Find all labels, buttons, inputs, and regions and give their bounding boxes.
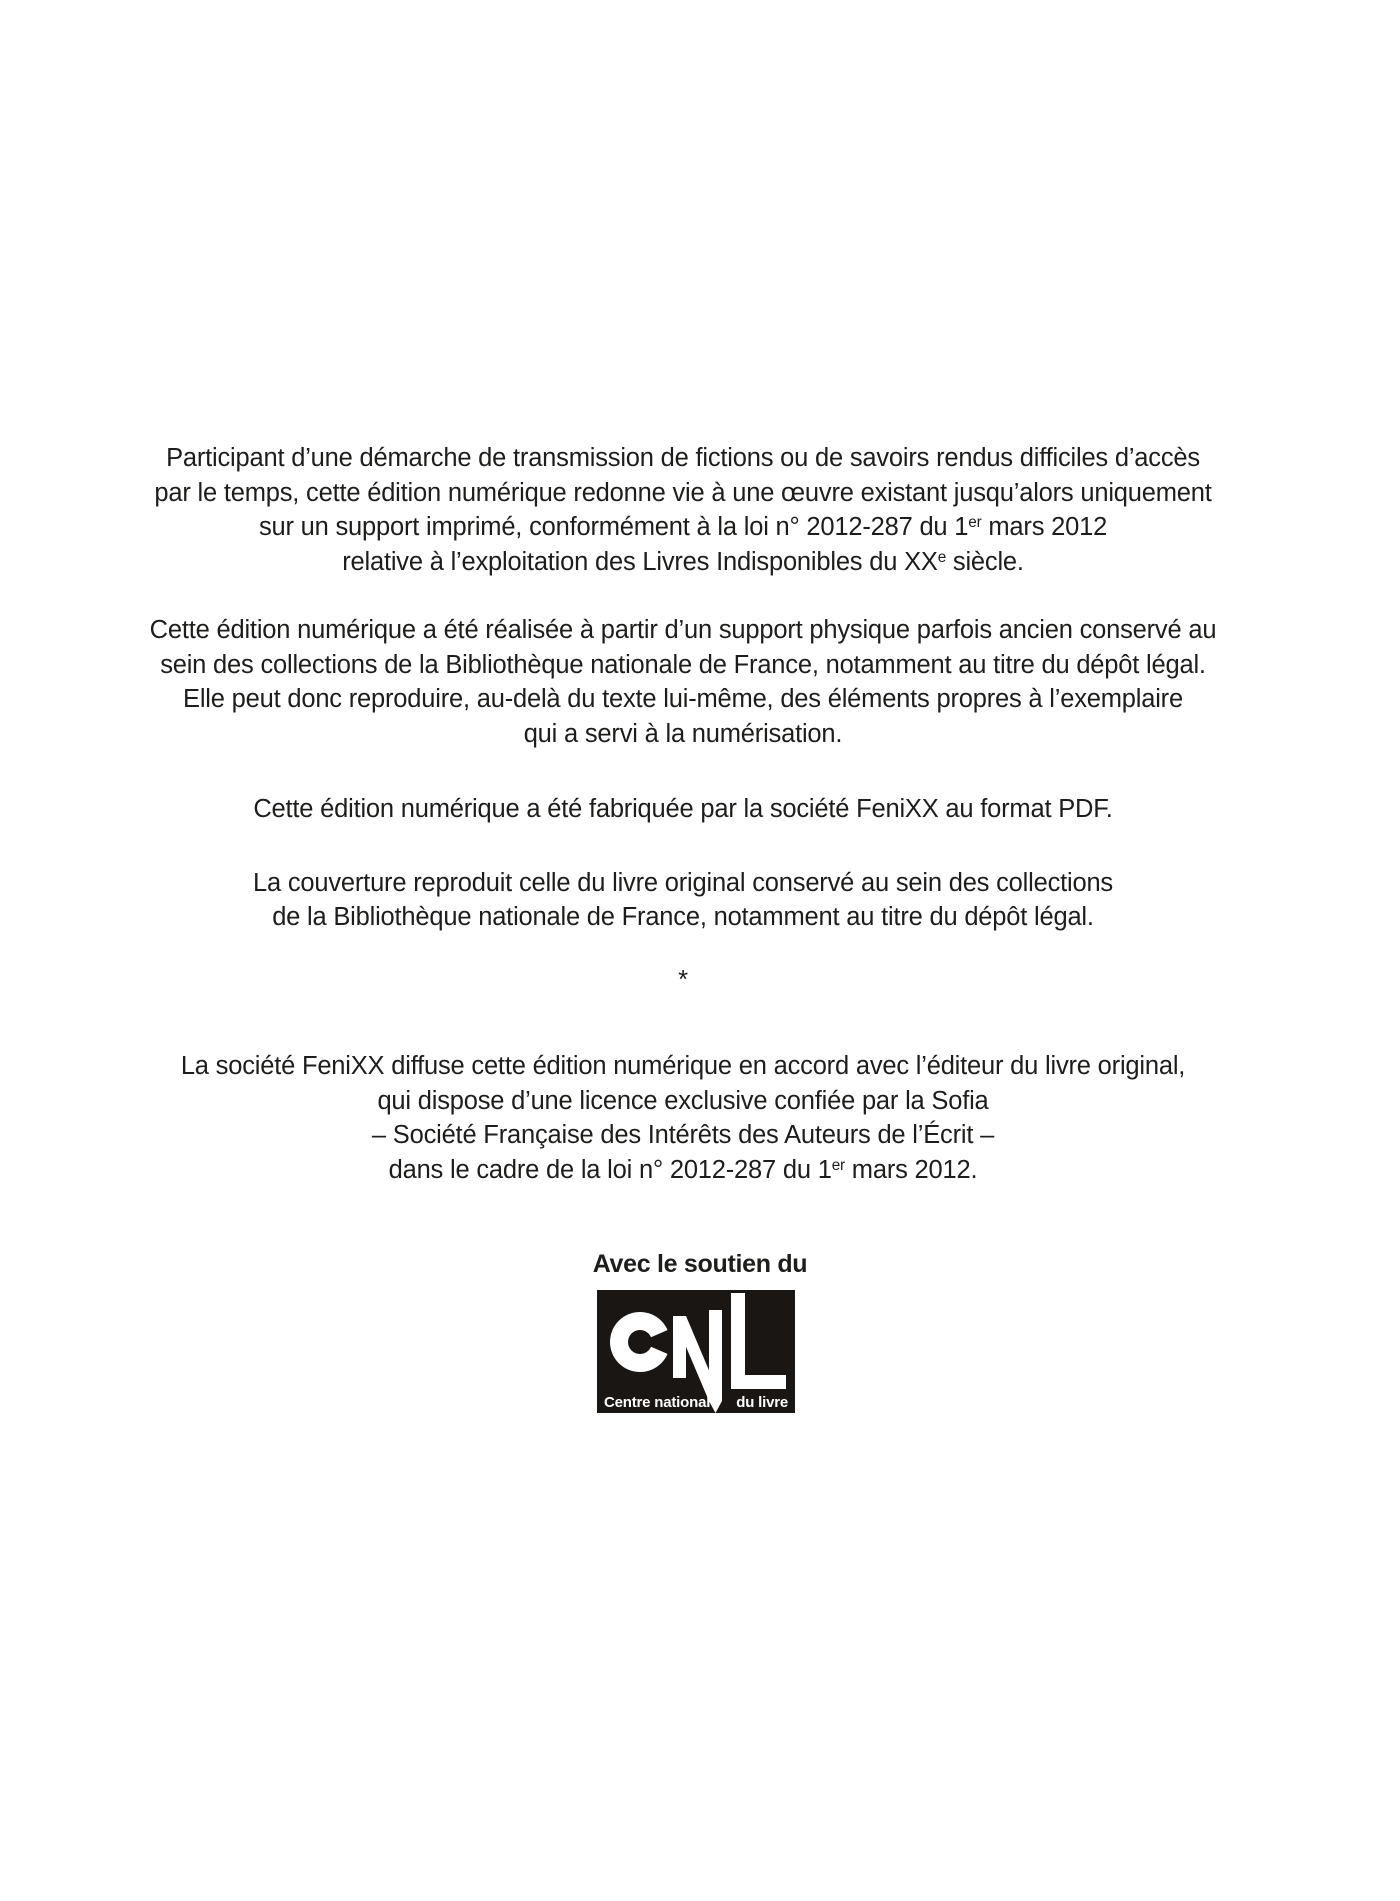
p1-line3: sur un support imprimé, conformément à la loi n° 2012-287 du 1er mars 2012 [258, 513, 1108, 541]
cnl-caption-centre-national: Centre national [604, 1394, 711, 1411]
paragraph-transmission [0, 441, 1366, 579]
p4-line2: de la Bibliothèque nationale de France, notamment au titre du dépôt légal. [272, 903, 1094, 931]
support-caption: Avec le soutien du [592, 1250, 808, 1278]
paragraph-cover [0, 866, 1366, 935]
superscript-er: er [831, 1156, 845, 1174]
cnl-caption-du-livre: du livre [736, 1394, 788, 1411]
paragraph-license [0, 1049, 1366, 1187]
cnl-logo [597, 1290, 795, 1413]
p5-line1: La société FeniXX diffuse cette édition numérique en accord avec l’éditeur du livre original, [180, 1052, 1186, 1080]
superscript-e: e [937, 548, 947, 566]
p5-line4: dans le cadre de la loi n° 2012-287 du 1er mars 2012. [388, 1155, 978, 1184]
p4-line1: La couverture reproduit celle du livre original conservé au sein des collections [253, 868, 1113, 897]
p2-line3: Elle peut donc reproduire, au-delà du texte lui-même, des éléments propres à l’exemplaire [183, 685, 1183, 713]
p2-line1: Cette édition numérique a été réalisée à partir d’un support physique parfois ancien conservé au [149, 616, 1217, 644]
p5-line3: – Société Française des Intérêts des Auteurs de l’Écrit – [371, 1121, 995, 1149]
paragraph-source-bnf [0, 613, 1366, 751]
paragraph-fenixx-pdf [0, 792, 1366, 827]
p1-line4: relative à l’exploitation des Livres Indisponibles du XXe siècle. [342, 547, 1024, 576]
p5-line2: qui dispose d’une licence exclusive confiée par la Sofia [377, 1086, 989, 1115]
p2-line4: qui a servi à la numérisation. [523, 719, 843, 748]
p1-line2: par le temps, cette édition numérique redonne vie à une œuvre existant jusqu’alors uniquement [154, 478, 1212, 507]
superscript-er: er [968, 514, 982, 532]
p1-line1: Participant d’une démarche de transmission de fictions ou de savoirs rendus difficiles d’accès [166, 444, 1200, 472]
asterisk-separator: * [678, 965, 688, 994]
legal-text-block [0, 441, 1366, 1187]
p3-line1: Cette édition numérique a été fabriquée par la société FeniXX au format PDF. [253, 795, 1113, 823]
p2-line2: sein des collections de la Bibliothèque nationale de France, notamment au titre du dépôt légal. [160, 650, 1206, 679]
